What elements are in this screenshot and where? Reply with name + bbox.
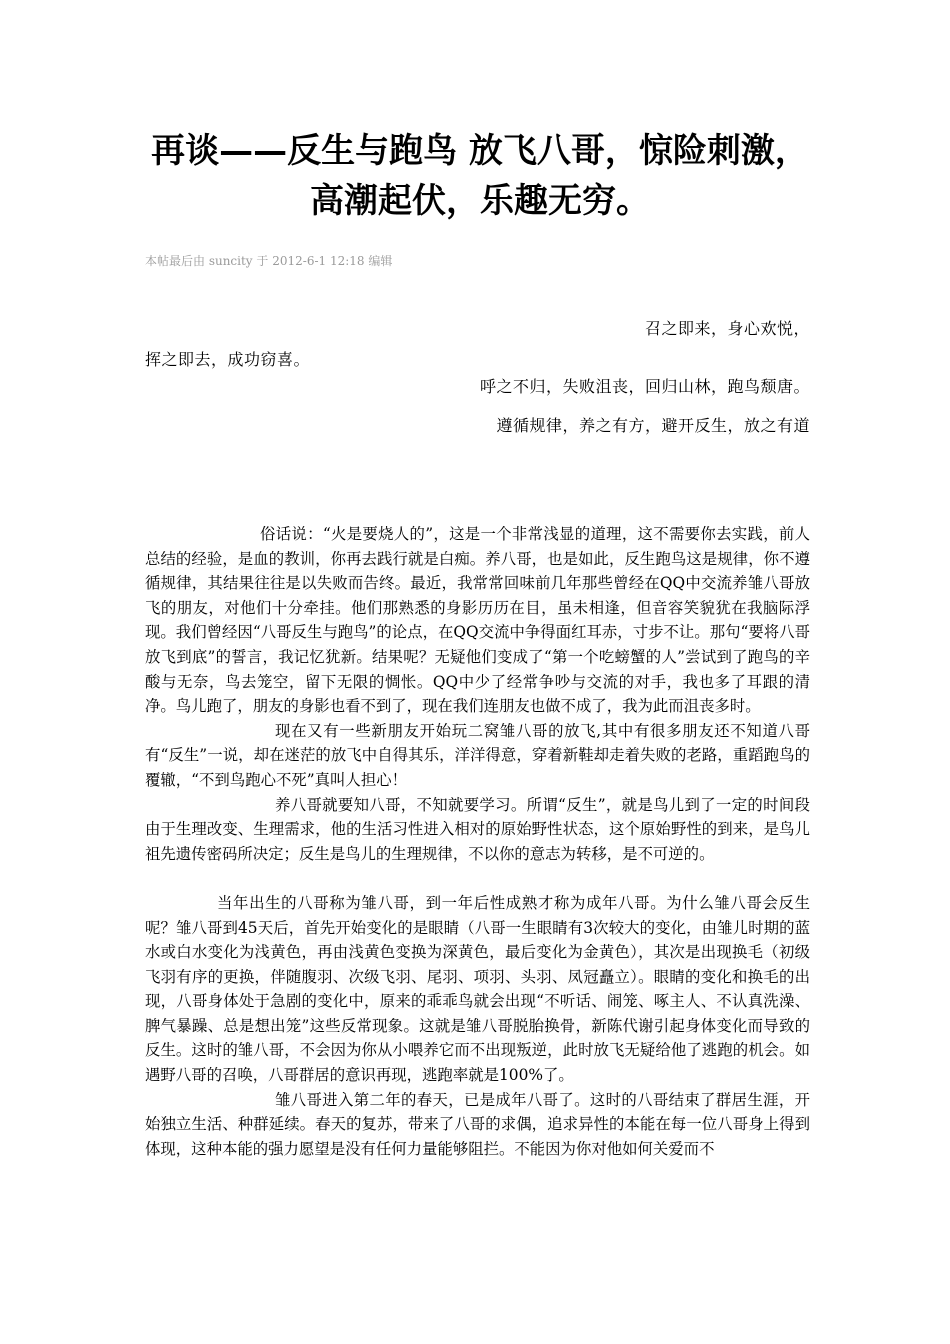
poem-line-1: 召之即来，身心欢悦， [644, 319, 810, 338]
poem-line-2: 挥之即去，成功窃喜。 [145, 350, 311, 369]
paragraph-3: 养八哥就要知八哥，不知就要学习。所谓“反生”，就是鸟儿到了一定的时间段由于生理改变、生理需求，他的生活习性进入相对的原始野性状态，这个原始野性的到来，是鸟儿祖先遗传密码所决定；反生是鸟儿的生理规律，不以你的意志为转移，是不可逆的。 [145, 795, 810, 863]
poem-line-3: 呼之不归，失败沮丧，回归山林，跑鸟颓唐。 [479, 377, 810, 396]
edit-note: 本帖最后由 suncity 于 2012-6-1 12:18 编辑 [145, 254, 393, 268]
paragraph-2: 现在又有一些新朋友开始玩二窝雏八哥的放飞,其中有很多朋友还不知道八哥有“反生”一说，却在迷茫的放飞中自得其乐，洋洋得意，穿着新鞋却走着失败的老路，重蹈跑鸟的覆辙，“不到鸟跑心不死”真叫人担心！ [145, 721, 810, 789]
title-line-1: 再谈——反生与跑鸟 放飞八哥，惊险刺激， [151, 131, 809, 171]
paragraph-5: 雏八哥进入第二年的春天，已是成年八哥了。这时的八哥结束了群居生涯，开始独立生活、种群延续。春天的复苏，带来了八哥的求偶，追求异性的本能在每一位八哥身上得到体现，这种本能的强力愿望是没有任何力量能够阻拦。不能因为你对他如何关爱而不 [145, 1090, 810, 1158]
paragraph-1: 俗话说：“火是要烧人的”，这是一个非常浅显的道理，这不需要你去实践，前人总结的经验，是血的教训，你再去践行就是白痴。养八哥，也是如此，反生跑鸟这是规律，你不遵循规律，其结果往往是以失败而告终。最近，我常常回味前几年那些曾经在QQ中交流养雏八哥放飞的朋友，对他们十分牵挂。他们那熟悉的身影历历在目，虽未相逢，但音容笑貌犹在我脑际浮现。我们曾经因“八哥反生与跑鸟”的论点，在QQ交流中争得面红耳赤，寸步不让。那句“要将八哥放飞到底”的誓言，我记忆犹新。结果呢？无疑他们变成了“第一个吃螃蟹的人”尝试到了跑鸟的辛酸与无奈，鸟去笼空，留下无限的惆怅。QQ中少了经常争吵与交流的对手，我也多了耳跟的清净。鸟儿跑了，朋友的身影也看不到了，现在我们连朋友也做不成了，我为此而沮丧多时。 [145, 525, 810, 716]
poem-line-4: 遵循规律，养之有方，避开反生，放之有道 [496, 416, 810, 435]
paragraph-gap [145, 866, 810, 891]
paragraph-4: 当年出生的八哥称为雏八哥，到一年后性成熟才称为成年八哥。为什么雏八哥会反生呢？雏八哥到45天后，首先开始变化的是眼睛（八哥一生眼睛有3次较大的变化，由雏儿时期的蓝水或白水变化为浅黄色，再由浅黄色变换为深黄色，最后变化为金黄色），其次是出现换毛（初级飞羽有序的更换，伴随腹羽、次级飞羽、尾羽、项羽、头羽、凤冠矗立）。眼睛的变化和换毛的出现，八哥身体处于急剧的变化中，原来的乖乖鸟就会出现“不听话、闹笼、啄主人、不认真洗澡、脾气暴躁、总是想出笼”这些反常现象。这就是雏八哥脱胎换骨，新陈代谢引起身体变化而导致的反生。这时的雏八哥，不会因为你从小喂养它而不出现叛逆，此时放飞无疑给他了逃跑的机会。如遇野八哥的召唤，八哥群居的意识再现，逃跑率就是100%了。 [145, 893, 810, 1085]
page-title [130, 126, 830, 226]
article-body [145, 522, 810, 1161]
title-line-2: 高潮起伏，乐趣无穷。 [310, 181, 650, 221]
